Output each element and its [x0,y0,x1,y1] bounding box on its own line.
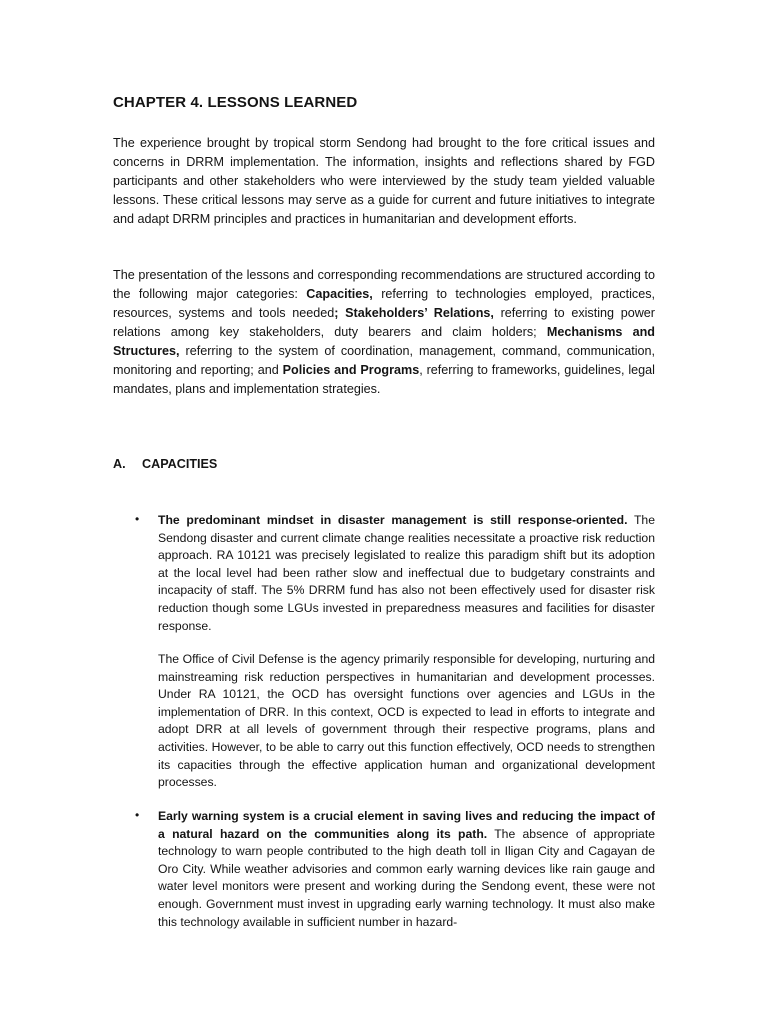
p2-text-1: The presentation of the lessons and corresponding recommendations are structured according to the following major categories: [113,268,655,301]
bullet-marker: • [135,808,140,822]
intro-paragraph-1: The experience brought by tropical storm Sendong had brought to the fore critical issues and concerns in DRRM implementation. The information, insights and reflections shared by FGD participants and other stakeholders who were interviewed by the study team yielded valuable lessons. These critical lessons may serve as a guide for current and future initiatives to integrate and adapt DRRM principles and practices in humanitarian and development efforts. [113,136,655,226]
category-mechanisms: Mechanisms and Structures, [113,325,655,358]
intro-paragraph-2 [113,266,655,399]
category-capacities: Capacities, [306,287,373,301]
bullet-lead: The predominant mindset in disaster management is still response-oriented. [158,513,628,527]
category-policies: Policies and Programs [282,363,420,377]
section-heading-capacities [113,457,217,471]
category-stakeholders: ; Stakeholders’ Relations, [334,306,494,320]
chapter-title: CHAPTER 4. LESSONS LEARNED [113,94,358,111]
bullet-lead: Early warning system is a crucial element in saving lives and reducing the impact of a natural hazard on the communities along its path. [158,809,655,841]
bullet-body: The absence of appropriate technology to warn people contributed to the high death toll in Iligan City and Cagayan de Oro City. While weather advisories and common early warning devices like rain gauge and water level monitors were present and working during the Sendong event, these were not enough. Government must invest in upgrading early warning technology. It must also make this technology available in sufficient number in hazard- [158,826,655,929]
section-title: CAPACITIES [142,457,218,471]
bullet-body: The Sendong disaster and current climate change realities necessitate a proactive risk reduction approach. RA 10121 was precisely legislated to realize this paradigm shift but its adoption at the local level had been rather slow and ineffectual due to budgetary constraints and incapacity of staff. The 5% DRRM fund has also not been effectively used for disaster risk reduction though some LGUs invested in preparedness measures and facilities for disaster response. [158,513,655,633]
bullet-response-oriented [158,512,655,635]
section-letter: A. [113,457,126,471]
p2-text-4: referring to the system of coordination, management, command, communication, monitoring and reporting; and [113,344,655,377]
p2-text-3: referring to existing power relations among key stakeholders, duty bearers and claim holders; [113,306,655,339]
p2-text-2: referring to technologies employed, practices, resources, systems and tools needed [113,287,655,320]
bullet-ocd-paragraph: The Office of Civil Defense is the agency primarily responsible for developing, nurturing and mainstreaming risk reduction perspectives in humanitarian and development processes. Under RA 10121, the OCD has oversight functions over agencies and LGUs in the implementation of DRR. In this context, OCD is expected to lead in efforts to integrate and adopt DRR at all levels of government through their respective programs, plans and activities. However, to be able to carry out this function effectively, OCD needs to strengthen its capacities through the effective application human and organizational development processes. [158,652,655,790]
bullet-marker: • [135,512,140,526]
p2-text-5: , referring to frameworks, guidelines, legal mandates, plans and implementation strategies. [113,363,655,396]
bullet-early-warning [158,808,655,931]
